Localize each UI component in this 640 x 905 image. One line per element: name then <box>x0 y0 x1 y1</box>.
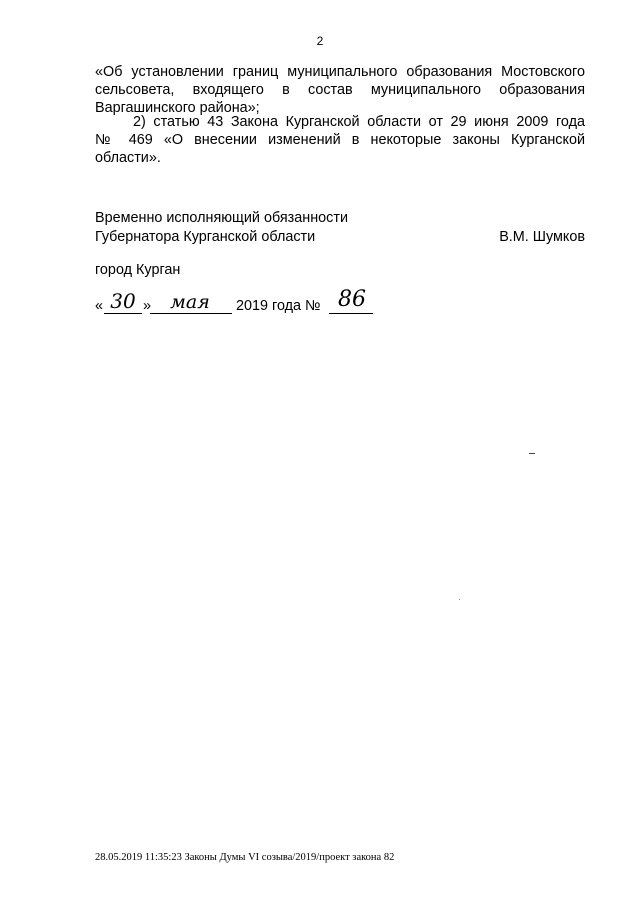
signatory-name: В.М. Шумков <box>499 229 585 245</box>
paragraph-borders-law <box>95 63 585 117</box>
paragraph-last-line: области». <box>95 150 161 166</box>
date-line <box>95 287 415 318</box>
paragraph-line: 2) статью 43 Закона Курганской области от 29 июня 2009 года <box>133 114 585 130</box>
day-underline <box>104 313 142 314</box>
document-footer: 28.05.2019 11:35:23 Законы Думы VI созыва/2019/проект закона 82 <box>95 852 395 863</box>
paragraph-line: «Об установлении границ муниципального образования Мостовского <box>95 64 585 80</box>
paragraph-line: сельсовета, входящего в состав муниципального образования <box>95 82 585 98</box>
day-handwritten: 30 <box>110 289 136 313</box>
month-underline <box>150 313 232 314</box>
month-handwritten: мая <box>170 291 210 313</box>
scan-mark-dash <box>529 453 535 454</box>
city: город Курган <box>95 262 181 278</box>
signatory-position-line1: Временно исполняющий обязанности <box>95 210 349 226</box>
date-open-quote: « <box>95 298 104 314</box>
signature-block <box>95 209 585 247</box>
signatory-position-line2: Губернатора Курганской области <box>95 229 316 245</box>
page-number: 2 <box>316 34 324 48</box>
number-underline <box>329 313 373 314</box>
paragraph-last-line: Варгашинского района»; <box>95 100 260 116</box>
year-and-number-label: 2019 года № <box>236 298 321 314</box>
paragraph-article-43 <box>95 113 585 167</box>
law-number-handwritten: 86 <box>338 287 366 312</box>
scan-mark-dot <box>459 599 460 600</box>
date-close-quote: » <box>143 298 152 314</box>
paragraph-line: № 469 «О внесении изменений в некоторые законы Курганской <box>95 132 585 148</box>
